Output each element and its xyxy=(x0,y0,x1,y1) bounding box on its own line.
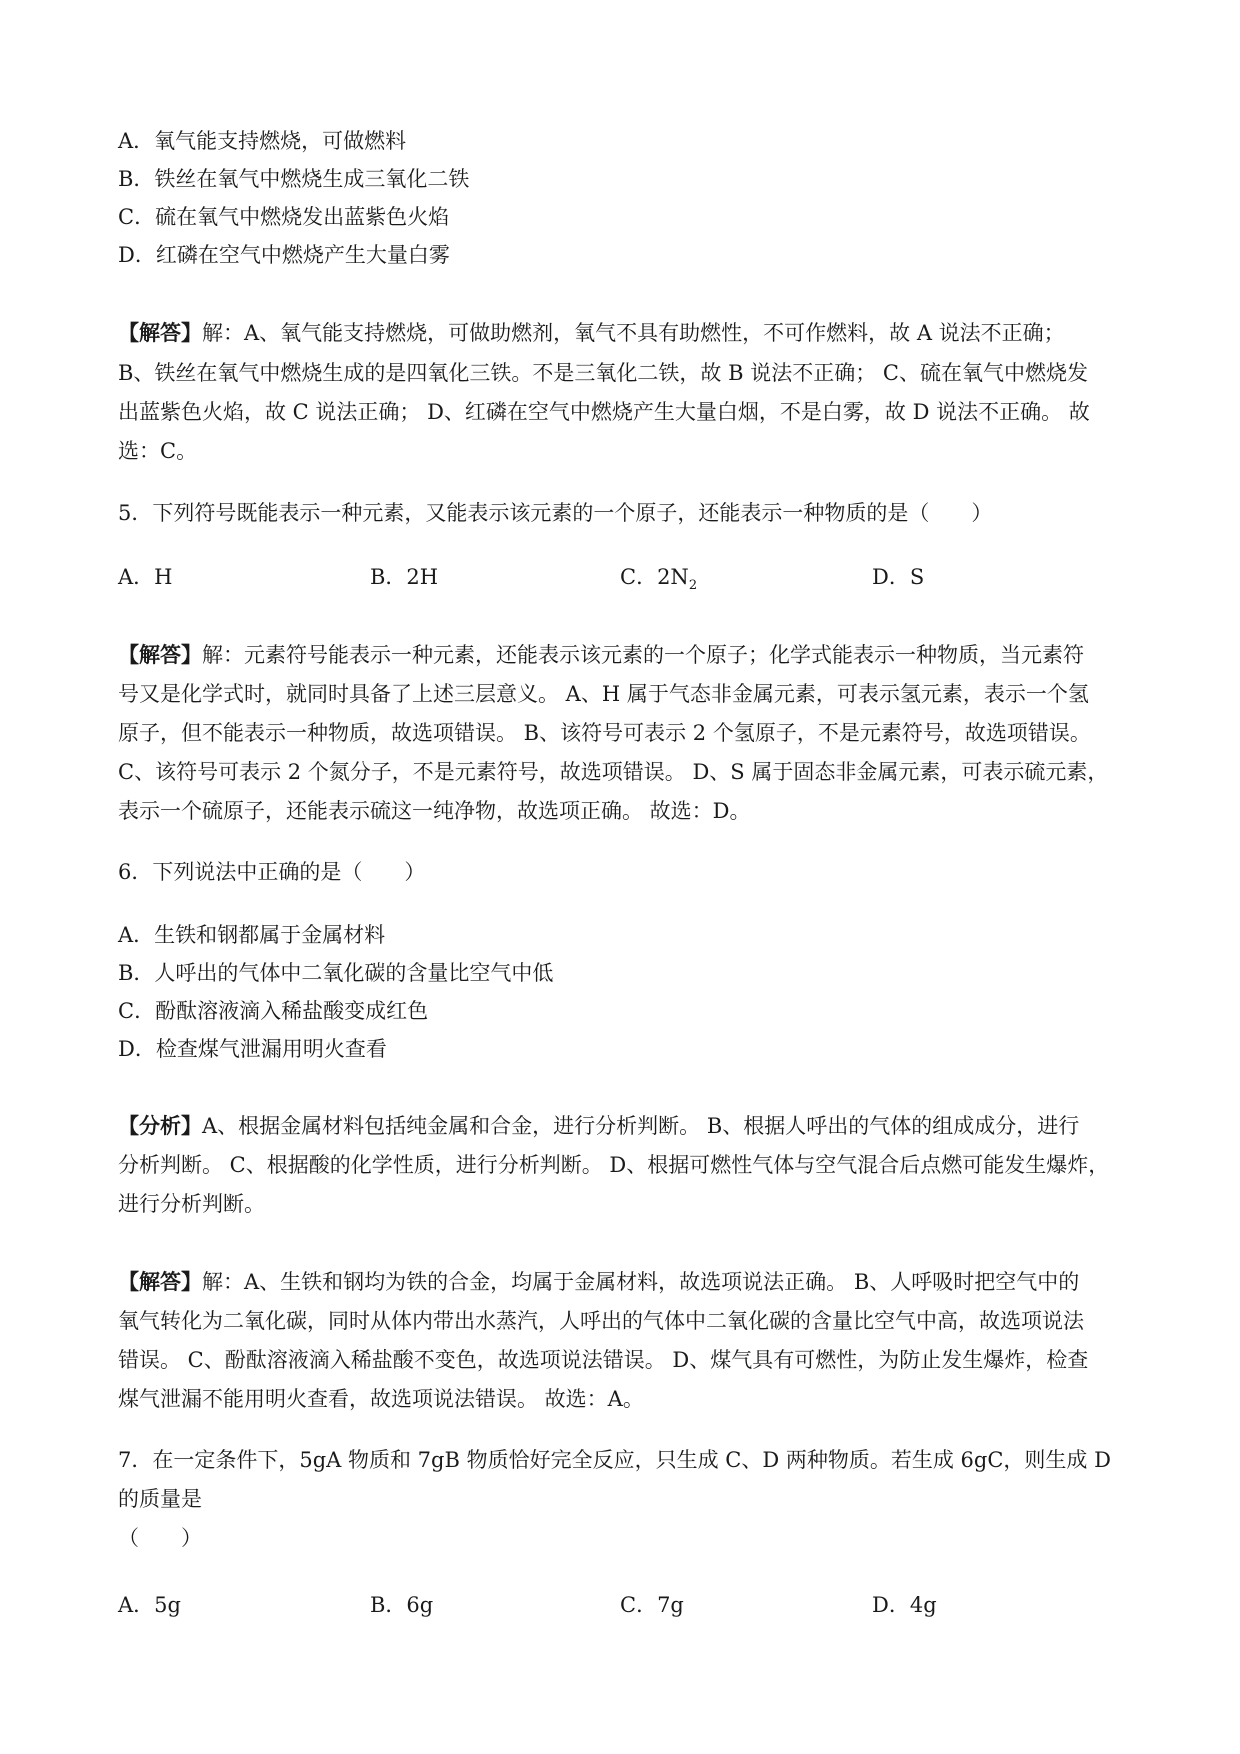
answer-label: 【解答】 xyxy=(118,1269,202,1294)
q5-option-c: C．$2N_2$ xyxy=(620,565,698,594)
q6-answer-line-3: 错误。 C、酚酞溶液滴入稀盐酸不变色，故选项说法错误。 D、煤气具有可燃性，为防止发生爆炸，检查 xyxy=(118,1348,1089,1372)
q5-answer-line-4: C、该符号可表示 2 个氮分子，不是元素符号，故选项错误。 D、S 属于固态非金属元素，可表示硫元素， xyxy=(118,760,1109,784)
q4-answer-line-2: B、铁丝在氧气中燃烧生成的是四氧化三铁。不是三氧化二铁，故 B 说法不正确； C、硫在氧气中燃烧发 xyxy=(118,361,1088,385)
q5-answer-line-5: 表示一个硫原子，还能表示硫这一纯净物，故选项正确。 故选：D。 xyxy=(118,799,751,823)
q5-answer-line-2: 号又是化学式时，就同时具备了上述三层意义。 A、H 属于气态非金属元素，可表示氢元素，表示一个氢 xyxy=(118,682,1089,706)
q5-stem: 5．下列符号既能表示一种元素，又能表示该元素的一个原子，还能表示一种物质的是（ ） xyxy=(118,501,993,525)
analysis-label: 【分析】 xyxy=(118,1113,202,1138)
answer-label: 【解答】 xyxy=(118,320,202,345)
q6-option-b: B．人呼出的气体中二氧化碳的含量比空气中低 xyxy=(118,961,554,985)
q7-option-b: B．6g xyxy=(370,1593,434,1617)
q4-option-b: B．铁丝在氧气中燃烧生成三氧化二铁 xyxy=(118,167,470,191)
q6-option-d: D．检查煤气泄漏用明火查看 xyxy=(118,1037,387,1061)
q4-option-d: D．红磷在空气中燃烧产生大量白雾 xyxy=(118,243,450,267)
q7-stem-line-2: 的质量是 xyxy=(118,1487,202,1511)
q5-option-b: B．2H xyxy=(370,565,439,589)
q7-option-c: C．7g xyxy=(620,1593,684,1617)
q6-option-a: A．生铁和钢都属于金属材料 xyxy=(118,923,386,947)
q6-answer-line-2: 氧气转化为二氧化碳，同时从体内带出水蒸汽，人呼出的气体中二氧化碳的含量比空气中高，故选项说法 xyxy=(118,1309,1084,1333)
q5-option-a: A．H xyxy=(118,565,173,589)
q4-option-c: C．硫在氧气中燃烧发出蓝紫色火焰 xyxy=(118,205,450,229)
q4-answer-line-3: 出蓝紫色火焰，故 C 说法正确； D、红磷在空气中燃烧产生大量白烟，不是白雾，故 D 说法不正确。 故 xyxy=(118,400,1090,424)
q6-analysis-line-1: 【分析】A、根据金属材料包括纯金属和合金，进行分析判断。 B、根据人呼出的气体的组成成分，进行 xyxy=(118,1113,1080,1138)
q4-answer-line-1: 【解答】解：A、氧气能支持燃烧，可做助燃剂，氧气不具有助燃性，不可作燃料，故 A 说法不正确； xyxy=(118,320,1065,345)
q6-answer-line-4: 煤气泄漏不能用明火查看，故选项说法错误。 故选：A。 xyxy=(118,1387,644,1411)
q7-stem-line-1: 7．在一定条件下，5gA 物质和 7gB 物质恰好完全反应，只生成 C、D 两种物质。若生成 6gC，则生成 D xyxy=(118,1448,1111,1472)
q7-option-a: A．5g xyxy=(118,1593,181,1617)
q6-analysis-line-3: 进行分析判断。 xyxy=(118,1192,265,1216)
answer-label: 【解答】 xyxy=(118,642,202,667)
q6-analysis-line-2: 分析判断。 C、根据酸的化学性质，进行分析判断。 D、根据可燃性气体与空气混合后点燃可能发生爆炸， xyxy=(118,1153,1110,1177)
q6-answer-line-1: 【解答】解：A、生铁和钢均为铁的合金，均属于金属材料，故选项说法正确。 B、人呼吸时把空气中的 xyxy=(118,1269,1080,1294)
q5-answer-line-1: 【解答】解：元素符号能表示一种元素，还能表示该元素的一个原子；化学式能表示一种物质，当元素符 xyxy=(118,642,1084,667)
q4-option-a: A．氧气能支持燃烧，可做燃料 xyxy=(118,129,407,153)
q5-answer-line-3: 原子，但不能表示一种物质，故选项错误。 B、该符号可表示 2 个氢原子，不是元素符号，故选项错误。 xyxy=(118,721,1091,745)
q5-option-d: D．S xyxy=(872,565,925,589)
q7-option-d: D．4g xyxy=(872,1593,937,1617)
q6-stem: 6．下列说法中正确的是（ ） xyxy=(118,860,426,884)
q6-option-c: C．酚酞溶液滴入稀盐酸变成红色 xyxy=(118,999,429,1023)
q4-answer-line-4: 选：C。 xyxy=(118,439,198,463)
q7-stem-line-3: （ ） xyxy=(118,1526,202,1550)
